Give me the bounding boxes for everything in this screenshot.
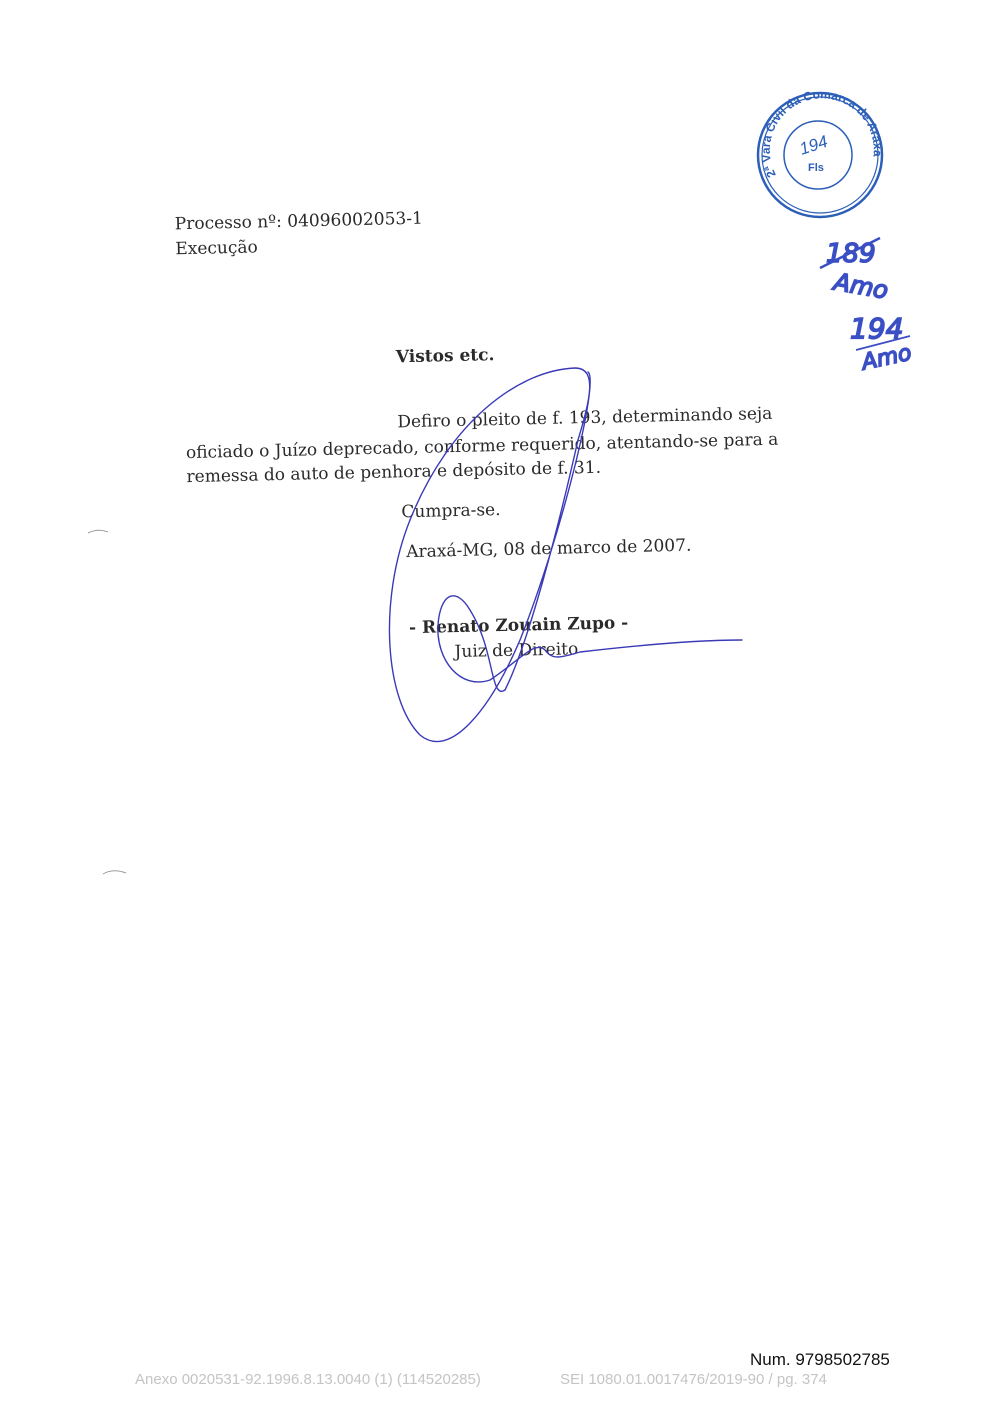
closing-text: Cumpra-se.	[401, 500, 501, 523]
body-line-1: Defiro o pleito de f. 193, determinando seja	[397, 403, 773, 433]
process-number: Processo nº: 04096002053-1	[174, 208, 424, 235]
crossed-page-number: 189	[826, 239, 876, 269]
heading-vistos: Vistos etc.	[395, 345, 495, 368]
stamp-text: 2ª Vara Civil da Comarca de Araxá	[758, 87, 885, 180]
body-line-3: remessa do auto de penhora e depósito de f. 31.	[186, 457, 602, 488]
place-date: Araxá-MG, 08 de marco de 2007.	[406, 535, 692, 563]
stamp-label: Fls	[808, 162, 824, 174]
handwritten-initials-1: Amo	[831, 267, 891, 305]
annex-reference: Anexo 0020531-92.1996.8.13.0040 (1) (114520285)	[135, 1371, 481, 1388]
body-line-2: oficiado o Juízo deprecado, conforme requerido, atentando-se para a	[185, 429, 779, 464]
judge-title: Juiz de Direito	[454, 639, 579, 663]
action-type: Execução	[175, 237, 258, 260]
stamp-page-number: 194	[797, 131, 830, 159]
handwritten-page-number: 194	[850, 312, 904, 345]
document-number: Num. 9798502785	[750, 1350, 890, 1369]
judge-name: - Renato Zouain Zupo -	[408, 613, 629, 639]
sei-reference: SEI 1080.01.0017476/2019-90 / pg. 374	[560, 1371, 827, 1388]
handwritten-initials-2: Amo	[859, 340, 914, 376]
